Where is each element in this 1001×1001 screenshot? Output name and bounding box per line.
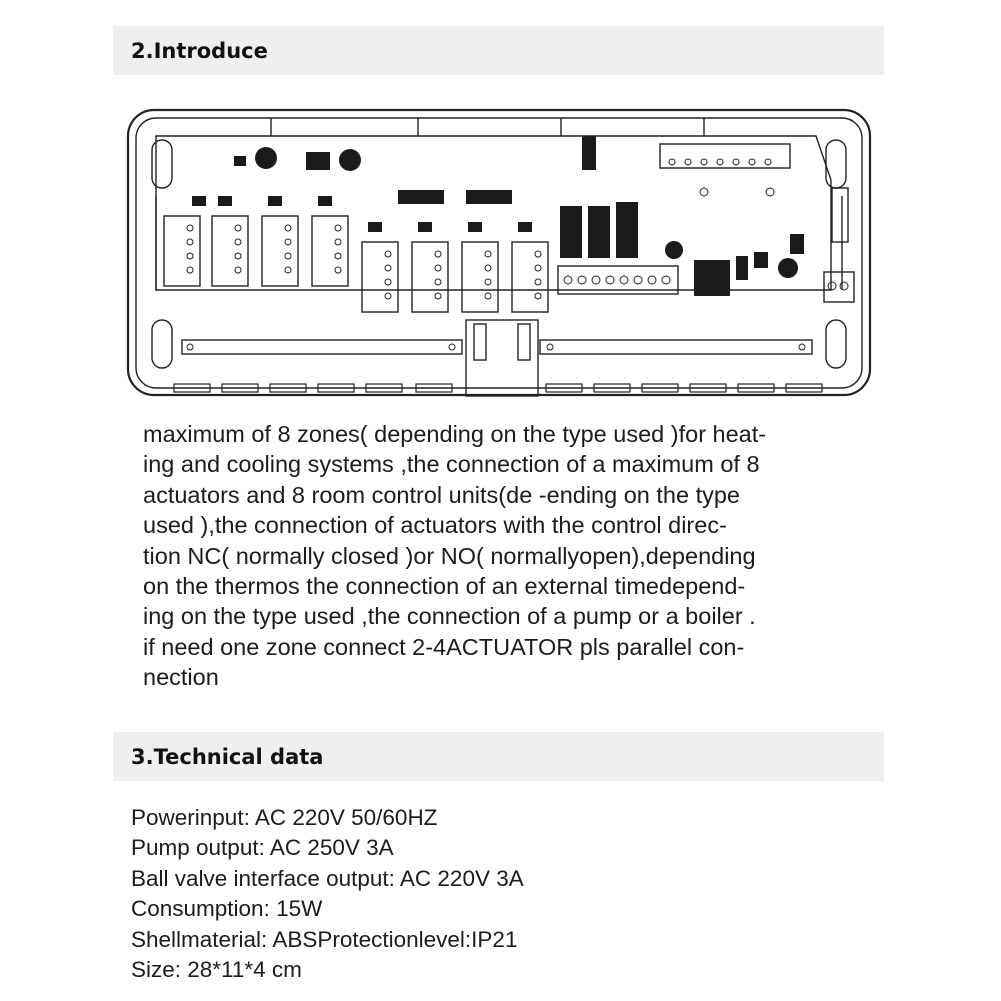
intro-line: tion NC( normally closed )or NO( normallyopen),depending [143, 542, 756, 569]
wiring-center-diagram [126, 108, 872, 400]
intro-line: nection [143, 664, 219, 691]
intro-line: ing and cooling systems ,the connection of a maximum of 8 [143, 451, 760, 478]
section-header-introduce [113, 26, 884, 75]
section-header-technical [113, 732, 884, 781]
intro-line: if need one zone connect 2-4ACTUATOR pls parallel con- [143, 633, 745, 660]
intro-paragraph [143, 419, 858, 693]
intro-line: used ),the connection of actuators with the control direc- [143, 512, 727, 539]
spec-consumption: Consumption: 15W [131, 896, 323, 922]
section-title-technical: 3.Technical data [131, 744, 324, 769]
technical-spec-list [131, 803, 831, 985]
section-title-introduce: 2.Introduce [131, 38, 268, 63]
spec-power-input: Powerinput: AC 220V 50/60HZ [131, 805, 438, 830]
intro-line: maximum of 8 zones( depending on the type used )for heat- [143, 421, 767, 447]
spec-size: Size: 28*11*4 cm [131, 957, 302, 983]
intro-line: on the thermos the connection of an external timedepend- [143, 573, 746, 600]
intro-line: ing on the type used ,the connection of a pump or a boiler . [143, 603, 756, 630]
spec-pump-output: Pump output: AC 250V 3A [131, 835, 394, 861]
spec-ball-valve-output: Ball valve interface output: AC 220V 3A [131, 865, 524, 891]
intro-line: actuators and 8 room control units(de -ending on the type [143, 481, 741, 508]
spec-shell-material: Shellmaterial: ABSProtectionlevel:IP21 [131, 926, 518, 952]
